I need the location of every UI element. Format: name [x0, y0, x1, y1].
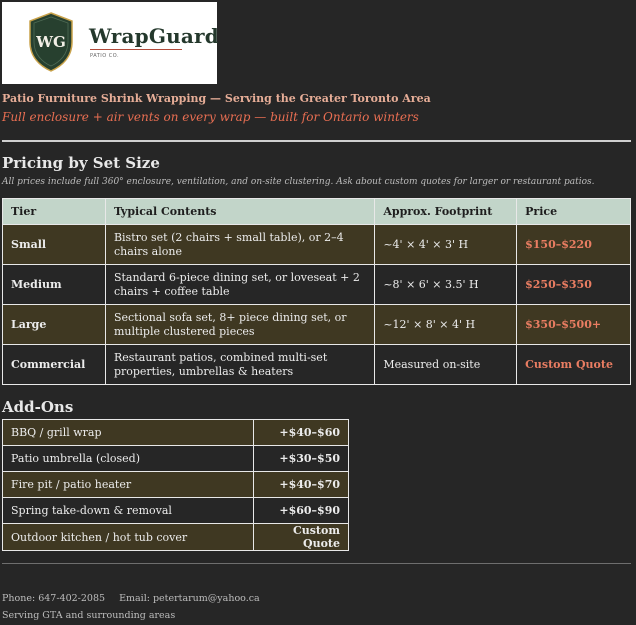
price-cell: Custom Quote [517, 345, 631, 385]
logo [2, 2, 217, 84]
shield-logo-icon [28, 12, 74, 72]
table-row [3, 225, 631, 265]
tier-cell: Small [3, 225, 106, 265]
addon-item-cell: BBQ / grill wrap [3, 420, 254, 446]
table-row [3, 498, 349, 524]
tier-cell: Medium [3, 265, 106, 305]
price-cell: $350–$500+ [517, 305, 631, 345]
contents-cell: Restaurant patios, combined multi-set properties, umbrellas & heaters [105, 345, 374, 385]
footprint-cell: ~8' × 6' × 3.5' H [375, 265, 517, 305]
addon-item-cell: Fire pit / patio heater [3, 472, 254, 498]
table-row [3, 524, 349, 551]
addon-cost-cell: +$40–$60 [254, 420, 349, 446]
table-row [3, 265, 631, 305]
table-row [3, 345, 631, 385]
pricing-table [2, 198, 631, 385]
contents-cell: Sectional sofa set, 8+ piece dining set, or multiple clustered pieces [105, 305, 374, 345]
footer-email[interactable]: Email: petertarum@yahoo.ca [119, 593, 260, 604]
footer-divider [2, 563, 631, 564]
column-header-contents: Typical Contents [105, 199, 374, 225]
table-row [3, 472, 349, 498]
addon-cost-cell: +$60–$90 [254, 498, 349, 524]
divider [2, 140, 631, 142]
tier-cell: Commercial [3, 345, 106, 385]
footer-service-area: Serving GTA and surrounding areas [2, 610, 176, 621]
addon-item-cell: Outdoor kitchen / hot tub cover [3, 524, 254, 551]
footer-phone: Phone: 647-402-2085 [2, 593, 106, 604]
price-cell: $150–$220 [517, 225, 631, 265]
addons-heading: Add-Ons [2, 398, 74, 416]
contents-cell: Bistro set (2 chairs + small table), or 2–4 chairs alone [105, 225, 374, 265]
column-header-footprint: Approx. Footprint [375, 199, 517, 225]
addons-table [2, 419, 349, 551]
pricing-header-row [3, 199, 631, 225]
addon-cost-cell: +$40–$70 [254, 472, 349, 498]
brand-subtitle: PATIO CO. [90, 53, 120, 59]
contents-cell: Standard 6-piece dining set, or loveseat + 2 chairs + coffee table [105, 265, 374, 305]
table-row [3, 446, 349, 472]
logo-monogram: WG [36, 33, 66, 51]
footprint-cell: ~4' × 4' × 3' H [375, 225, 517, 265]
table-row [3, 305, 631, 345]
column-header-tier: Tier [3, 199, 106, 225]
footprint-cell: Measured on-site [375, 345, 517, 385]
addon-cost-cell: +$30–$50 [254, 446, 349, 472]
tier-cell: Large [3, 305, 106, 345]
table-row [3, 420, 349, 446]
tagline-primary: Patio Furniture Shrink Wrapping — Serving the Greater Toronto Area [2, 92, 431, 105]
brand-underline [90, 49, 182, 50]
tagline-secondary: Full enclosure + air vents on every wrap — built for Ontario winters [2, 110, 419, 124]
addon-item-cell: Patio umbrella (closed) [3, 446, 254, 472]
addon-item-cell: Spring take-down & removal [3, 498, 254, 524]
footprint-cell: ~12' × 8' × 4' H [375, 305, 517, 345]
pricing-heading: Pricing by Set Size [2, 154, 160, 172]
price-cell: $250–$350 [517, 265, 631, 305]
addon-cost-cell: Custom Quote [254, 524, 349, 551]
brand-name: WrapGuard [89, 24, 219, 48]
footer-contact [2, 593, 260, 604]
pricing-note: All prices include full 360° enclosure, ventilation, and on-site clustering. Ask about custom quotes for larger or restaurant patios. [2, 177, 595, 187]
column-header-price: Price [517, 199, 631, 225]
